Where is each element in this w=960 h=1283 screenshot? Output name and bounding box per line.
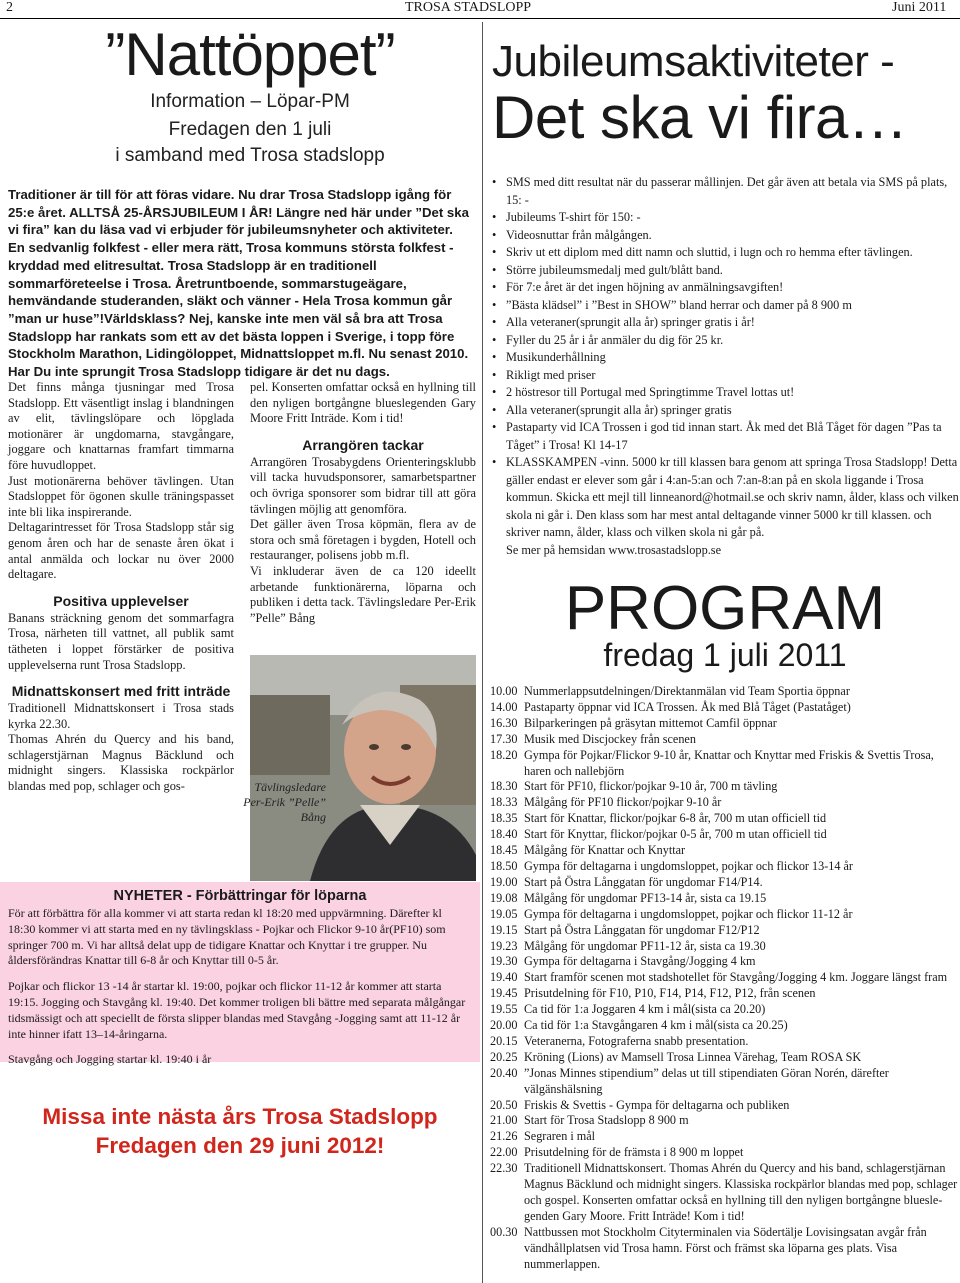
subtitle-line-2: Fredagen den 1 juli: [168, 119, 332, 140]
schedule-time: 19.05: [490, 906, 518, 921]
schedule-time: 18.35: [490, 811, 518, 826]
schedule-row: [490, 843, 960, 859]
list-item: • KLASSKAMPEN -vinn. 5000 kr till klassen bara genom att springa Trosa Stadslopp! Detta gäller endast er elever som går i 4:an-5:an och 7:an-8:an på en skola liggande i Trosa kommun. Skicka ett mejl till linneanord@hotmail.se och skriv namn, ålder, klass och vilken skola ni går i. Den klass som har mest antal deltagande vinner 5000 kr till klassen. och skriver namn, ålder, klass och vilken skola ni går på.: [490, 454, 960, 542]
schedule-time: 17.30: [490, 731, 518, 746]
schedule-time: 18.30: [490, 779, 518, 794]
page-title: ”Nattöppet”: [105, 21, 395, 88]
schedule-description: Musik med Discjockey från scenen: [524, 731, 696, 746]
list-item: • SMS med ditt resultat när du passerar mållinjen. Det går även att betala via SMS på plats, 15: -: [490, 174, 960, 209]
schedule-time: 18.20: [490, 747, 518, 762]
schedule-time: 18.33: [490, 795, 518, 810]
schedule-description: Start för Knyttar, flickor/pojkar 0-5 år, 700 m utan officiell tid: [524, 827, 827, 842]
program-title: PROGRAM: [564, 574, 886, 643]
intro-text: [8, 186, 478, 381]
schedule-description: Start framför scenen mot stadshotellet för Stavgång/Jogging 4 km. Joggare längst fram: [524, 970, 948, 985]
intro-paragraph-1: Traditioner är till för att föras vidare. Nu drar Trosa Stadslopp igång för 25:e året. ALLTSÅ 25-ÅRSJUBILEUM I ÅR! Längre ned här under ”Det ska vi fira” kan du läsa vad vi erbjuder för jubileumsnyheter och aktiviteter.: [8, 187, 469, 238]
page-number: 2: [6, 0, 13, 15]
heading-positiva: Positiva upplevelser: [53, 592, 189, 609]
col1-paragraph-5: Traditionell Midnattskonsert i Trosa stads kyrka 22.30.: [8, 701, 234, 731]
schedule-time: 21.26: [490, 1129, 518, 1144]
schedule-time: 18.45: [490, 843, 518, 858]
jubilee-list: [490, 174, 960, 559]
jubilee-heading: Jubileumsaktiviteter -: [492, 37, 895, 86]
schedule-time: 19.15: [490, 922, 518, 937]
celebrate-heading: Det ska vi fira…: [492, 84, 908, 151]
issue-date: Juni 2011: [892, 0, 947, 15]
schedule-time: 19.30: [490, 954, 518, 969]
news-title: NYHETER - Förbättringar för löparna: [113, 888, 367, 904]
schedule-description: Start på Östra Långgatan för ungdomar F12/P12: [524, 922, 760, 937]
list-item: • ”Bästa klädsel” i ”Best in SHOW” bland herrar och damer på 8 900 m: [490, 297, 960, 315]
program-date: fredag 1 juli 2011: [603, 637, 847, 673]
list-item: • Rikligt med priser: [490, 367, 960, 385]
article-column-2: [250, 380, 476, 626]
photo-race-director: [250, 655, 476, 881]
list-item: • Pastaparty vid ICA Trossen i god tid innan start. Åk med det Blå Tåget för dagen ”Pas ta Tåget” i Trosa! Kl 14-17: [490, 419, 960, 454]
schedule-time: 20.25: [490, 1049, 518, 1064]
list-item: • För 7:e året är det ingen höjning av anmälningsavgiften!: [490, 279, 960, 297]
schedule-time: 18.50: [490, 858, 518, 873]
schedule-description: Målgång för ungdomar PF11-12 år, sista ca 19.30: [524, 938, 766, 953]
schedule-description: Ca tid för 1:a Joggaren 4 km i mål(sista ca 20.20): [524, 1002, 766, 1017]
schedule-description: Gympa för deltagarna i Stavgång/Jogging 4 km: [524, 954, 756, 969]
schedule-row: [490, 1113, 960, 1129]
schedule-time: 22.30: [490, 1161, 518, 1176]
news-paragraph-1: För att förbättra för alla kommer vi att starta redan kl 18:20 med uppvärmning. Därefter kl 18:30 kommer vi att starta med en ny tävlingsklass - Pojkar och Flickor 9-10 år(PF10) som springer 700 m. Vi har alltså delat upp de tidigare Knattar och Knyttar i tre grupper. Nu åldersförändras Knattar till 6-8 år och Knyttar till 0-5 år.: [8, 906, 446, 968]
column-divider: [482, 22, 483, 1283]
schedule-time: 20.50: [490, 1097, 518, 1112]
schedule-time: 14.00: [490, 699, 518, 714]
schedule-row: [490, 795, 960, 811]
schedule-row: [490, 1225, 960, 1273]
schedule-description: Start på Östra Långgatan för ungdomar F14/P14.: [524, 874, 763, 889]
list-item: • Jubileums T-shirt för 150: -: [490, 209, 960, 227]
schedule-row: [490, 986, 960, 1002]
schedule-description: Bilparkeringen på gräsytan mittemot Camfil öppnar: [524, 715, 777, 730]
schedule-description: Gympa för Pojkar/Flickor 9-10 år, Knattar och Knyttar med Friskis & Svettis Trosa, haren och nallebjörn: [524, 747, 934, 778]
schedule-description: Start för PF10, flickor/pojkar 9-10 år, 700 m tävling: [524, 779, 778, 794]
schedule-description: Pastaparty öppnar vid ICA Trossen. Åk med Blå Tåget (Pastatåget): [524, 699, 851, 714]
schedule-description: Målgång för Knattar och Knyttar: [524, 843, 686, 858]
list-item: • Fyller du 25 år i år anmäler du dig för 25 kr.: [490, 332, 960, 350]
schedule-time: 00.30: [490, 1224, 518, 1239]
col1-paragraph-2: Just motionärerna behöver tävlingen. Utan Stadsloppet för ögonen skulle träningspasset inte bli lika inspirerande.: [8, 473, 234, 519]
photo-caption: Tävlingsledare Per-Erik ”Pelle” Bång: [243, 780, 326, 824]
schedule-description: Traditionell Midnattskonsert. Thomas Ahrén du Quercy and his band, schlagerstjärnan Magnus Bäcklund och midnight singers. Klassiska rockpärlor blandas med pop, schlager och gospel. Konserten omfattar också en hyllning till den nyligen bortgångne blueslegenden Gary Moore. Fritt Inträde! Kom i tid!: [524, 1161, 958, 1223]
schedule-row: [490, 1002, 960, 1018]
subtitle-line-1: Information – Löpar-PM: [150, 91, 350, 112]
schedule-description: Veteranerna, Fotograferna snabb presentation.: [524, 1033, 749, 1048]
heading-midnattskonsert: Midnattskonsert med fritt inträde: [11, 683, 231, 700]
schedule-row: [490, 1018, 960, 1034]
schedule-time: 19.00: [490, 874, 518, 889]
news-paragraph-2: Pojkar och flickor 13 -14 år startar kl. 19:00, pojkar och flickor 11-12 år kommer att starta 19:15. Jogging och Stavgång kl. 19:40. Det kommer troligen bli bättre med separata målgångar tidsmässigt och att speciellt de första slipper blandas med Stavgång -Jogging samt att 11-12 år inte hinner ifatt 13–14-åringarna.: [8, 979, 466, 1041]
schedule-time: 21.00: [490, 1113, 518, 1128]
schedule-time: 19.55: [490, 1002, 518, 1017]
schedule-row: [490, 891, 960, 907]
schedule-row: [490, 684, 960, 700]
schedule-row: [490, 811, 960, 827]
schedule-row: [490, 700, 960, 716]
schedule-description: Friskis & Svettis - Gympa för deltagarna och publiken: [524, 1097, 790, 1112]
schedule-time: 10.00: [490, 684, 518, 698]
schedule-description: Målgång för ungdomar PF13-14 år, sista ca 19.15: [524, 890, 767, 905]
list-item: • Videosnuttar från målgången.: [490, 227, 960, 245]
subtitle-line-3: i samband med Trosa stadslopp: [115, 145, 385, 166]
schedule-time: 19.08: [490, 890, 518, 905]
schedule-time: 19.45: [490, 986, 518, 1001]
schedule-time: 19.23: [490, 938, 518, 953]
publication-name: TROSA STADSLOPP: [405, 0, 532, 15]
schedule-row: [490, 907, 960, 923]
schedule-row: [490, 970, 960, 986]
schedule-description: Nattbussen mot Stockholm Cityterminalen via Södertälje Lovisingsatan avgår från vändhållplatsen vid Trosa hamn. Först och främst ska löparna ges plats. Visa nummerlappen.: [524, 1224, 927, 1271]
schedule-row: [490, 779, 960, 795]
col2-paragraph-4: Vi inkluderar även de ca 120 ideellt arbetande funktionärerna, löparna och publiken i detta tack. Tävlingsledare Per-Erik ”Pelle” Bång: [250, 563, 476, 625]
schedule-description: Prisutdelning för F10, P10, F14, P14, F12, P12, från scenen: [524, 986, 816, 1001]
schedule-time: 20.00: [490, 1018, 518, 1033]
schedule-time: 19.40: [490, 970, 518, 985]
schedule-description: Start för Trosa Stadslopp 8 900 m: [524, 1113, 689, 1128]
list-item: • Skriv ut ett diplom med ditt namn och sluttid, i lugn och ro hemma efter tävlingen.: [490, 244, 960, 262]
schedule-row: [490, 939, 960, 955]
schedule-description: Kröning (Lions) av Mamsell Trosa Linnea Värehag, Team ROSA SK: [524, 1049, 862, 1064]
news-box: [0, 882, 480, 1067]
schedule-row: [490, 732, 960, 748]
schedule-description: ”Jonas Minnes stipendium” delas ut till stipendiaten Göran Norén, därefter välgänshälsning: [524, 1065, 889, 1096]
schedule-time: 20.40: [490, 1065, 518, 1080]
banner-line-1: Missa inte nästa års Trosa Stadslopp: [42, 1104, 438, 1129]
portrait-photo: [250, 655, 476, 881]
col2-paragraph-2: Arrangören Trosabygdens Orienteringsklubb vill tacka huvudsponsorer, samarbetspartner och övriga sponsorer som bidrar till att göra tävlingen möjlig att genomföra.: [250, 454, 476, 516]
article-column-1: [8, 380, 234, 795]
schedule-description: Ca tid för 1:a Stavgångaren 4 km i mål(sista ca 20.25): [524, 1018, 788, 1033]
header-rule: [0, 18, 960, 19]
list-item: • Musikunderhållning: [490, 349, 960, 367]
schedule-row: [490, 716, 960, 732]
website-link[interactable]: Se mer på hemsidan www.trosastadslopp.se: [506, 542, 722, 557]
schedule-row: [490, 1034, 960, 1050]
schedule-row: [490, 1050, 960, 1066]
schedule-row: [490, 1145, 960, 1161]
schedule-time: 18.40: [490, 827, 518, 842]
schedule-time: 20.15: [490, 1033, 518, 1048]
col2-paragraph-1: pel. Konserten omfattar också en hyllning till den nyligen bortgångne blueslegenden Gary Moore Fritt Inträde. Kom i tid!: [250, 380, 476, 426]
news-paragraph-3: Stavgång och Jogging startar kl. 19:40 i år: [8, 1052, 212, 1067]
col1-paragraph-6: Thomas Ahrén du Quercy and his band, schlagerstjärnan Magnus Bäcklund och midnight singers. Klassiska rockpärlor blandas med pop, schlager och gos-: [8, 732, 234, 794]
schedule-time: 22.00: [490, 1145, 518, 1160]
schedule-row: [490, 1066, 960, 1098]
schedule-description: Start för Knattar, flickor/pojkar 6-8 år, 700 m utan officiell tid: [524, 811, 827, 826]
schedule-row: [490, 1161, 960, 1225]
schedule-row: [490, 954, 960, 970]
schedule-description: Nummerlappsutdelningen/Direktanmälan vid Team Sportia öppnar: [524, 684, 850, 698]
schedule-description: Gympa för deltagarna i ungdomsloppet, pojkar och flickor 13-14 år: [524, 858, 853, 873]
list-item: • Alla veteraner(sprungit alla år) springer gratis i år!: [490, 314, 960, 332]
schedule-row: [490, 923, 960, 939]
schedule-time: 16.30: [490, 715, 518, 730]
schedule-row: [490, 875, 960, 891]
intro-paragraph-2: En sedvanlig folkfest - eller mera rätt, Trosa kommuns största folkfest - kryddad med elitresultat. Trosa Stadslopp är en traditionell sommarföreteelse i Trosa. Åretruntboende, sommarstugeägare, hemvändande studeranden, släkt och vänner - Hela Trosa kommun går ”man ur huse”!Världsklass? Nej, kanske inte men väl så bra att Trosa Stadslopp har rankats som ett av det bästa loppen i Sverige, i topp före Stockholm Marathon, Lidingöloppet, Midnattsloppet m.fl. Nu senast 2010. Har Du inte sprungit Trosa Stadslopp tidigare är det nu dags.: [8, 240, 469, 380]
list-item: • Större jubileumsmedalj med gult/blått band.: [490, 262, 960, 280]
schedule-description: Målgång för PF10 flickor/pojkar 9-10 år: [524, 795, 722, 810]
list-item: • 2 höstresor till Portugal med Springtimme Travel lottas ut!: [490, 384, 960, 402]
schedule-row: [490, 859, 960, 875]
col2-paragraph-3: Det gäller även Trosa köpmän, flera av de stora och små företagen i bygden, Hotell och restauranger, polisens jobb m.fl.: [250, 517, 476, 563]
col1-paragraph-1: Det finns många tjusningar med Trosa Stadslopp. Ett väsentligt inslag i blandningen av elit, tävlingslöpare och löpglada motionärer är ungdomarna, stavgångare, joggare och knattarnas framfart timmarna före huvudloppet.: [8, 380, 234, 472]
heading-arrangoren: Arrangören tackar: [302, 436, 424, 453]
schedule-row: [490, 1098, 960, 1114]
banner-line-2: Fredagen den 29 juni 2012!: [95, 1133, 385, 1158]
schedule-row: [490, 1129, 960, 1145]
schedule-row: [490, 748, 960, 780]
schedule-description: Prisutdelning för de främsta i 8 900 m loppet: [524, 1145, 744, 1160]
schedule-description: Segraren i mål: [524, 1129, 596, 1144]
col1-paragraph-4: Banans sträckning genom det sommarfagra Trosa, närheten till vattnet, all publik samt tätheten i loppet förstärker de positiva upplevelserna runt Trosa Stadslopp.: [8, 610, 234, 672]
schedule-row: [490, 827, 960, 843]
next-year-banner: [0, 1102, 480, 1160]
list-item: • Alla veteraner(sprungit alla år) springer gratis: [490, 402, 960, 420]
col1-paragraph-3: Deltagarintresset för Trosa Stadslopp står sig genom åren och har de senaste åren ökat i antal anmälda och lockar nu över 2000 deltagare.: [8, 520, 234, 582]
schedule-description: Gympa för deltagarna i ungdomsloppet, pojkar och flickor 11-12 år: [524, 906, 853, 921]
program-schedule: [490, 684, 960, 1273]
